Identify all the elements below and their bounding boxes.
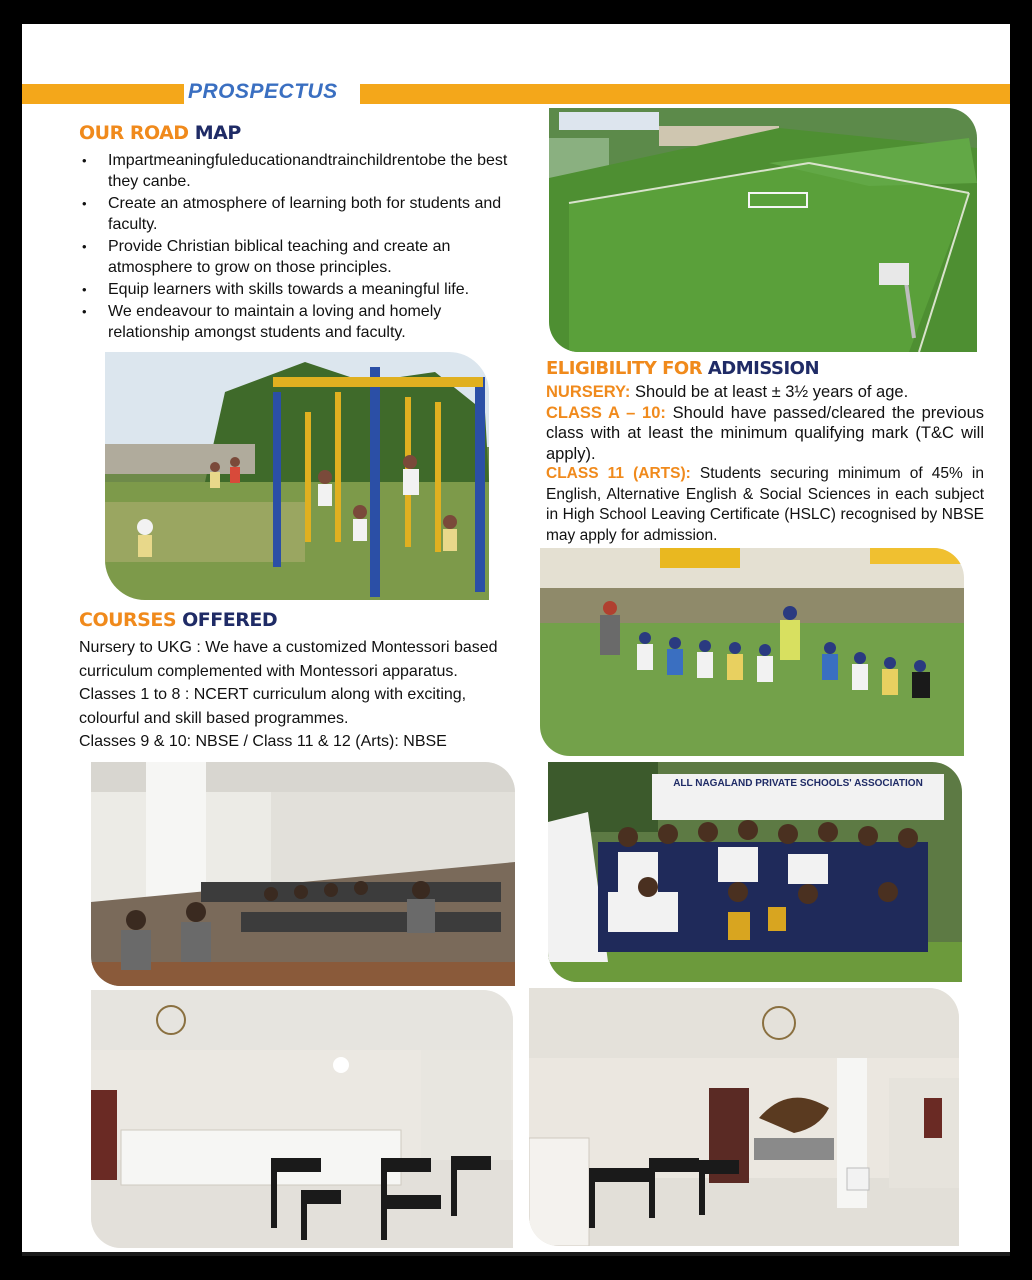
eligibility-heading-b: ADMISSION bbox=[707, 358, 820, 379]
header-bar-right bbox=[360, 84, 1010, 104]
header-bar-left bbox=[22, 84, 184, 104]
courses-heading-b: OFFERED bbox=[182, 609, 278, 631]
sports-day-photo bbox=[540, 548, 964, 756]
road-map-heading bbox=[79, 122, 241, 144]
courses-text bbox=[79, 636, 519, 754]
eligibility-heading-a: ELIGIBILITY FOR bbox=[546, 358, 703, 379]
list-item: • We endeavour to maintain a loving and homely relationship amongst students and faculty. bbox=[82, 301, 512, 343]
page-title: PROSPECTUS bbox=[188, 80, 338, 103]
eligibility-label: CLASS 11 (ARTS): bbox=[546, 465, 691, 482]
eligibility-heading bbox=[546, 358, 819, 379]
prospectus-page bbox=[22, 24, 1010, 1256]
eligibility-entry bbox=[546, 403, 984, 465]
courses-heading bbox=[79, 609, 277, 631]
road-map-list bbox=[82, 150, 512, 344]
list-item: • Equip learners with skills towards a meaningful life. bbox=[82, 279, 512, 300]
course-line: Classes 9 & 10: NBSE / Class 11 & 12 (Arts): NBSE bbox=[79, 733, 447, 750]
eligibility-entry bbox=[546, 464, 984, 546]
course-line: Nursery to UKG : We have a customized Montessori based curriculum complemented with Montessori apparatus. bbox=[79, 639, 498, 680]
eligibility-value: Should be at least ± 3½ years of age. bbox=[634, 383, 909, 401]
association-banner-text: ALL NAGALAND PRIVATE SCHOOLS' ASSOCIATION bbox=[673, 778, 923, 789]
playground-photo bbox=[105, 352, 489, 600]
trophy-celebration-photo bbox=[548, 762, 962, 982]
road-map-heading-b: MAP bbox=[194, 122, 241, 144]
eligibility-label: NURSERY: bbox=[546, 383, 631, 401]
eligibility-value: Students securing minimum of 45% in English, Alternative English & Social Sciences in each subject in High School Leaving Certificate (HSLC) recognised by NBSE may apply for admission. bbox=[546, 465, 984, 544]
list-item: • Impartmeaningfuleducationandtrainchildrentobe the best they canbe. bbox=[82, 150, 512, 192]
eligibility-label: CLASS A – 10: bbox=[546, 403, 666, 422]
dining-hall-photo-right bbox=[529, 988, 959, 1246]
dining-hall-photo-left bbox=[91, 990, 513, 1248]
computer-lab-photo bbox=[91, 762, 515, 986]
sports-field-photo bbox=[549, 108, 977, 352]
eligibility-entry bbox=[546, 382, 984, 403]
eligibility-value: Should have passed/cleared the previous class with at least the minimum qualifying mark (T&C will apply). bbox=[546, 403, 984, 463]
list-item: • Provide Christian biblical teaching and create an atmosphere to grow on those principles. bbox=[82, 236, 512, 278]
road-map-heading-a: OUR ROAD bbox=[79, 122, 189, 144]
list-item: • Create an atmosphere of learning both for students and faculty. bbox=[82, 193, 512, 235]
courses-heading-a: COURSES bbox=[79, 609, 177, 631]
course-line: Classes 1 to 8 : NCERT curriculum along with exciting, colourful and skill based programmes. bbox=[79, 686, 467, 727]
eligibility-text bbox=[546, 382, 984, 546]
